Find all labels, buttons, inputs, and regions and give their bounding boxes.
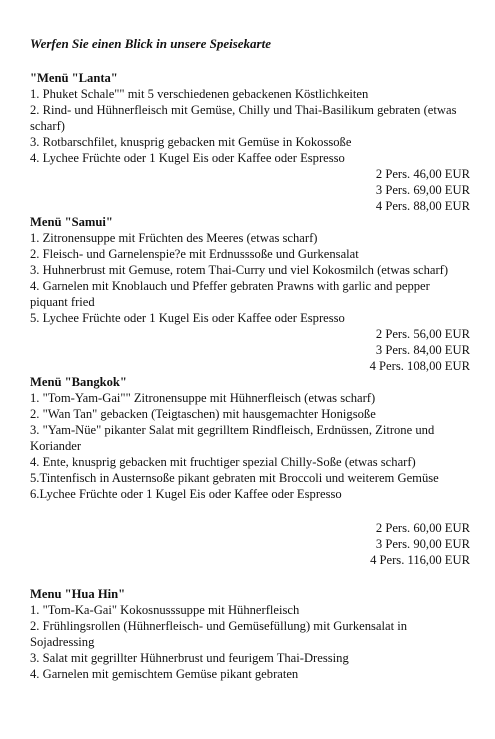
menu-document [30, 36, 470, 682]
page-heading: Werfen Sie einen Blick in unsere Speisekarte [30, 36, 271, 51]
menu-samui [30, 214, 470, 374]
menu-item: 3. "Yam-Nüe" pikanter Salat mit gegrilltem Rindfleisch, Erdnüssen, Zitrone und Koriander [30, 423, 435, 453]
menu-item: 2. Fleisch- und Garnelenspie?e mit Erdnusssoße und Gurkensalat [30, 247, 359, 261]
menu-lanta [30, 70, 470, 214]
price-line: 3 Pers. 90,00 EUR [375, 537, 470, 551]
menu-item: 4. Garnelen mit Knoblauch und Pfeffer gebraten Prawns with garlic and pepper piquant fried [30, 279, 430, 309]
menu-item: 5. Lychee Früchte oder 1 Kugel Eis oder Kaffee oder Espresso [30, 311, 345, 325]
menu-title: "Menü "Lanta" [30, 71, 118, 85]
menu-item: 1. "Tom-Yam-Gai"" Zitronensuppe mit Hühnerfleisch (etwas scharf) [30, 391, 376, 405]
price-line: 2 Pers. 46,00 EUR [375, 167, 470, 181]
menu-item: 4. Ente, knusprig gebacken mit fruchtiger spezial Chilly-Soße (etwas scharf) [30, 455, 416, 469]
menu-title: Menü "Bangkok" [30, 375, 127, 389]
menu-item: 2. Frühlingsrollen (Hühnerfleisch- und Gemüsefüllung) mit Gurkensalat in Sojadressing [30, 619, 408, 649]
spacer [30, 502, 470, 520]
menu-item: 1. Phuket Schale"" mit 5 verschiedenen gebackenen Köstlichkeiten [30, 87, 369, 101]
menu-item: 3. Rotbarschfilet, knusprig gebacken mit Gemüse in Kokossoße [30, 135, 352, 149]
menu-item: 3. Salat mit gegrillter Hühnerbrust und feurigem Thai-Dressing [30, 651, 349, 665]
price-line: 3 Pers. 84,00 EUR [375, 343, 470, 357]
menu-item: 4. Garnelen mit gemischtem Gemüse pikant gebraten [30, 667, 299, 681]
menu-item: 1. "Tom-Ka-Gai" Kokosnusssuppe mit Hühnerfleisch [30, 603, 300, 617]
menu-item: 5.Tintenfisch in Austernsoße pikant gebraten mit Broccoli und weiterem Gemüse [30, 471, 439, 485]
price-line: 3 Pers. 69,00 EUR [375, 183, 470, 197]
menu-item: 6.Lychee Früchte oder 1 Kugel Eis oder Kaffee oder Espresso [30, 487, 342, 501]
menu-bangkok [30, 374, 470, 568]
price-line: 2 Pers. 56,00 EUR [375, 327, 470, 341]
menu-title: Menu "Hua Hin" [30, 587, 126, 601]
menu-hua-hin [30, 586, 470, 682]
menu-item: 2. Rind- und Hühnerfleisch mit Gemüse, Chilly und Thai-Basilikum gebraten (etwas scharf) [30, 103, 457, 133]
price-line: 2 Pers. 60,00 EUR [375, 521, 470, 535]
price-line: 4 Pers. 116,00 EUR [370, 553, 470, 567]
price-line: 4 Pers. 108,00 EUR [369, 359, 470, 373]
spacer [30, 568, 470, 586]
menu-item: 2. "Wan Tan" gebacken (Teigtaschen) mit hausgemachter Honigsoße [30, 407, 376, 421]
menu-item: 1. Zitronensuppe mit Früchten des Meeres (etwas scharf) [30, 231, 318, 245]
menu-title: Menü "Samui" [30, 215, 113, 229]
menu-item: 3. Huhnerbrust mit Gemuse, rotem Thai-Curry und viel Kokosmilch (etwas scharf) [30, 263, 449, 277]
menu-item: 4. Lychee Früchte oder 1 Kugel Eis oder Kaffee oder Espresso [30, 151, 345, 165]
price-line: 4 Pers. 88,00 EUR [375, 199, 470, 213]
